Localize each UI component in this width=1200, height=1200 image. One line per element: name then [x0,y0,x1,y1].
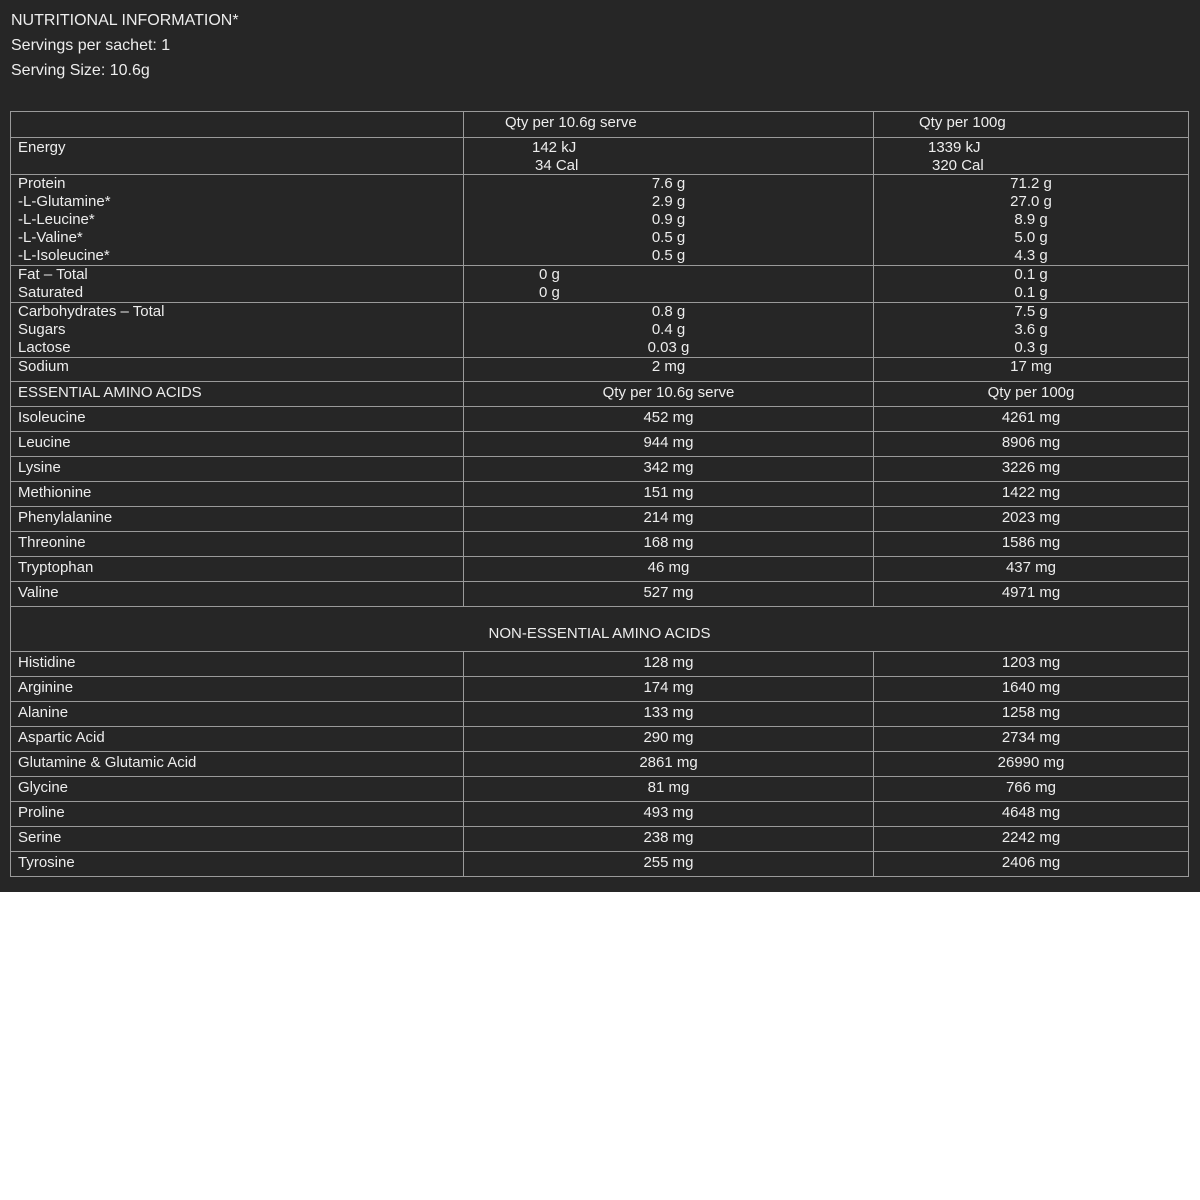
amino-acid-serve-value: 168 mg [643,534,694,551]
amino-acid-name: Glycine [18,779,69,796]
protein-serve-value: 7.6 g [651,175,686,192]
valine-label: -L-Valine* [18,229,83,246]
amino-acid-name: Tryptophan [18,559,94,576]
table-row [11,406,1188,431]
column-header-row [11,112,1188,137]
amino-acid-name: Histidine [18,654,76,671]
amino-acid-per100-value: 3226 mg [1001,459,1061,476]
fat-row [11,265,1188,302]
table-row [11,726,1188,751]
table-row [11,506,1188,531]
table-row [11,776,1188,801]
sodium-label-text: Sodium [18,358,69,375]
amino-acid-serve-value: 527 mg [643,584,694,601]
sugars-label: Sugars [18,321,66,338]
serving-size: Serving Size: 10.6g [11,62,150,79]
amino-acid-name: Aspartic Acid [18,729,105,746]
amino-acid-serve-value: 128 mg [643,654,694,671]
protein-per100-value: 71.2 g [1010,175,1052,192]
isoleucine-label: -L-Isoleucine* [18,247,110,264]
amino-acid-serve-value: 46 mg [647,559,690,576]
carbohydrates-per100 [873,303,1188,357]
essential-header-per100-text: Qty per 100g [987,384,1075,401]
energy-serve-cal: 34 Cal [535,157,579,174]
leucine-per100-value: 8.9 g [1014,211,1048,228]
table-row [11,826,1188,851]
lactose-label: Lactose [18,339,71,356]
table-row [11,851,1188,876]
carbohydrates-row [11,302,1188,357]
amino-acid-serve-value: 81 mg [647,779,690,796]
table-row [11,431,1188,456]
amino-acid-per100-value: 2406 mg [1001,854,1061,871]
essential-header-serve-text: Qty per 10.6g serve [602,384,735,401]
amino-acid-name: Glutamine & Glutamic Acid [18,754,197,771]
amino-acid-name: Proline [18,804,65,821]
table-row [11,456,1188,481]
glutamine-label: -L-Glutamine* [18,193,111,210]
amino-acid-serve-value: 944 mg [643,434,694,451]
panel-header [11,8,239,83]
amino-acid-per100-value: 2734 mg [1001,729,1061,746]
sodium-serve-value: 2 mg [651,358,686,375]
amino-acid-name: Threonine [18,534,86,551]
table-row [11,651,1188,676]
essential-amino-acids-heading-text: ESSENTIAL AMINO ACIDS [18,384,202,401]
glutamine-per100-value: 27.0 g [1010,193,1052,210]
carbohydrates-serve [463,303,873,357]
amino-acid-serve-value: 255 mg [643,854,694,871]
carbohydrates-serve-value: 0.8 g [651,303,686,320]
amino-acid-serve-value: 493 mg [643,804,694,821]
saturated-per100-value: 0.1 g [1014,284,1048,301]
carbohydrates-labels [11,303,463,357]
table-row [11,801,1188,826]
amino-acid-per100-value: 2023 mg [1001,509,1061,526]
saturated-label: Saturated [18,284,84,301]
sodium-label [11,358,463,381]
amino-acid-name: Lysine [18,459,61,476]
lactose-serve-value: 0.03 g [647,339,690,356]
amino-acid-per100-value: 1203 mg [1001,654,1061,671]
amino-acid-serve-value: 214 mg [643,509,694,526]
sodium-serve [463,358,873,381]
table-row [11,676,1188,701]
amino-acid-per100-value: 1422 mg [1001,484,1061,501]
essential-header-serve [463,382,873,406]
nutrition-table [10,111,1189,877]
protein-label: Protein [18,175,66,192]
fat-labels [11,266,463,302]
lactose-per100-value: 0.3 g [1014,339,1048,356]
amino-acid-per100-value: 1640 mg [1001,679,1061,696]
energy-label-text: Energy [18,139,66,156]
saturated-serve-value: 0 g [539,284,560,301]
fat-serve [463,266,873,302]
amino-acid-per100-value: 4648 mg [1001,804,1061,821]
amino-acid-serve-value: 342 mg [643,459,694,476]
amino-acid-name: Valine [18,584,59,601]
amino-acid-name: Alanine [18,704,69,721]
amino-acid-serve-value: 174 mg [643,679,694,696]
energy-per100-kj: 1339 kJ [928,139,981,156]
table-row [11,751,1188,776]
amino-acid-name: Tyrosine [18,854,75,871]
sodium-per100-value: 17 mg [1010,358,1052,375]
fat-total-label: Fat – Total [18,266,88,283]
energy-row [11,137,1188,174]
sodium-row [11,357,1188,381]
amino-acid-name: Isoleucine [18,409,86,426]
leucine-serve-value: 0.9 g [651,211,686,228]
fat-per100 [873,266,1188,302]
leucine-label: -L-Leucine* [18,211,95,228]
amino-acid-name: Arginine [18,679,74,696]
amino-acid-serve-value: 2861 mg [639,754,698,771]
column-header-serve: Qty per 10.6g serve [463,112,873,137]
amino-acid-serve-value: 452 mg [643,409,694,426]
amino-acid-per100-value: 437 mg [1005,559,1057,576]
sugars-per100-value: 3.6 g [1014,321,1048,338]
non-essential-amino-acids-heading: NON-ESSENTIAL AMINO ACIDS [488,625,711,642]
essential-amino-acids-header-row [11,381,1188,406]
essential-amino-acids-heading [11,382,463,406]
amino-acid-per100-value: 4971 mg [1001,584,1061,601]
sugars-serve-value: 0.4 g [651,321,686,338]
table-row [11,581,1188,606]
amino-acid-serve-value: 290 mg [643,729,694,746]
sodium-per100 [873,358,1188,381]
amino-acid-serve-value: 133 mg [643,704,694,721]
energy-serve [463,138,873,174]
amino-acid-name: Leucine [18,434,71,451]
carbohydrates-per100-value: 7.5 g [1014,303,1048,320]
amino-acid-per100-value: 8906 mg [1001,434,1061,451]
energy-per100 [873,138,1188,174]
protein-row [11,174,1188,265]
amino-acid-name: Phenylalanine [18,509,113,526]
table-row [11,556,1188,581]
amino-acid-per100-value: 766 mg [1005,779,1057,796]
amino-acid-per100-value: 1586 mg [1001,534,1061,551]
table-row [11,481,1188,506]
fat-total-per100-value: 0.1 g [1014,266,1048,283]
amino-acid-name: Methionine [18,484,92,501]
amino-acid-per100-value: 4261 mg [1001,409,1061,426]
servings-per-sachet: Servings per sachet: 1 [11,37,171,54]
carbohydrates-total-label: Carbohydrates – Total [18,303,165,320]
amino-acid-per100-value: 2242 mg [1001,829,1061,846]
isoleucine-per100-value: 4.3 g [1014,247,1048,264]
valine-per100-value: 5.0 g [1014,229,1048,246]
protein-labels [11,175,463,265]
glutamine-serve-value: 2.9 g [651,193,686,210]
energy-per100-cal: 320 Cal [932,157,984,174]
energy-serve-kj: 142 kJ [532,139,577,156]
amino-acid-per100-value: 26990 mg [997,754,1065,771]
table-row [11,701,1188,726]
essential-header-per100 [873,382,1188,406]
non-essential-amino-acids-header-row [11,606,1188,651]
panel-title: NUTRITIONAL INFORMATION* [11,12,239,29]
isoleucine-serve-value: 0.5 g [651,247,686,264]
amino-acid-serve-value: 238 mg [643,829,694,846]
protein-serve [463,175,873,265]
amino-acid-serve-value: 151 mg [643,484,694,501]
energy-label [11,138,463,174]
column-header-per100: Qty per 100g [873,112,1188,137]
column-header-empty [11,112,463,137]
protein-per100 [873,175,1188,265]
amino-acid-per100-value: 1258 mg [1001,704,1061,721]
fat-total-serve-value: 0 g [539,266,560,283]
valine-serve-value: 0.5 g [651,229,686,246]
amino-acid-name: Serine [18,829,62,846]
table-row [11,531,1188,556]
